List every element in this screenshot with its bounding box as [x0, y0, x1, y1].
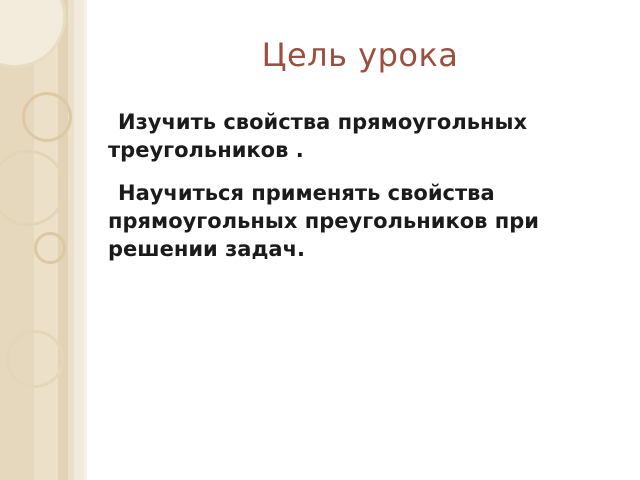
band-stripe-c — [74, 0, 84, 480]
decorative-circle-icon — [6, 330, 64, 388]
body-paragraph-2: Научиться применять свойства прямоугольных преугольников при решении задач. — [108, 180, 540, 262]
band-stripe-a — [0, 0, 34, 480]
decorative-circle-icon — [34, 232, 66, 264]
slide-title: Цель урока — [261, 36, 459, 74]
body-paragraph-1: Изучить свойства прямоугольных треугольников . — [108, 110, 528, 163]
decorative-circle-icon — [0, 0, 66, 68]
decorative-circle-icon — [0, 150, 66, 226]
decorative-circle-icon — [22, 92, 72, 142]
band-edge-divider — [84, 0, 87, 480]
slide-body — [108, 108, 608, 274]
decorative-left-band — [0, 0, 84, 480]
